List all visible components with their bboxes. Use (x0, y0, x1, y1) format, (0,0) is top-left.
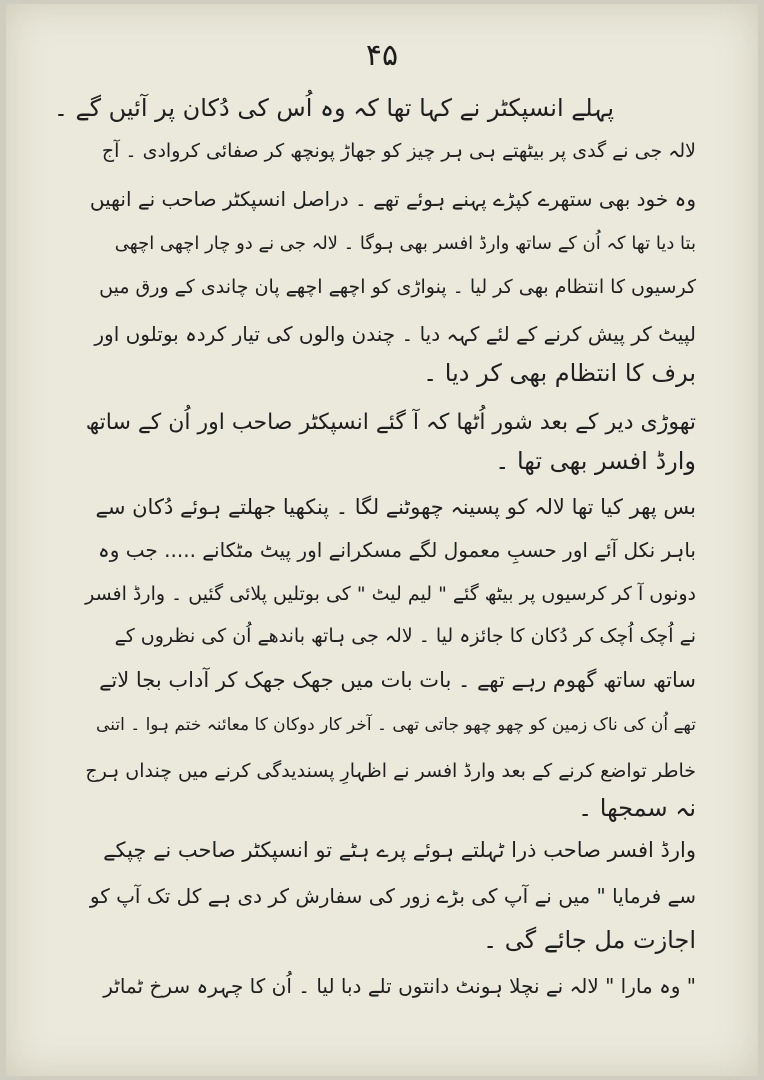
text-line-11: باہر نکل آئے اور حسبِ معمول لگے مسکرانے اور پیٹ مٹکانے ..... جب وہ (98, 538, 696, 562)
text-line-8: تھوڑی دیر کے بعد شور اُٹھا کہ آ گئے انسپکٹر صاحب اور اُن کے ساتھ (85, 410, 696, 435)
text-line-10: بس پھر کیا تھا لالہ کو پسینہ چھوٹنے لگا ۔ پنکھیا جھلتے ہوئے دُکان سے (95, 495, 696, 519)
text-line-15: تھے اُن کی ناک زمین کو چھو چھو جاتی تھی ۔ آخر کار دوکان کا معائنہ ختم ہوا ۔ اتنی (96, 715, 696, 735)
text-line-14: ساتھ ساتھ گھوم رہے تھے ۔ بات بات میں جھک جھک کر آداب بجا لاتے (99, 668, 696, 692)
page-number: ۴۵ (365, 38, 399, 73)
text-line-17: نہ سمجھا ۔ (578, 794, 696, 822)
text-line-13: نے اُچک اُچک کر دُکان کا جائزہ لیا ۔ لالہ جی ہاتھ باندھے اُن کی نظروں کے (114, 625, 696, 647)
text-line-9: وارڈ افسر بھی تھا ۔ (495, 447, 696, 475)
text-line-6: لپیٹ کر پیش کرنے کے لئے کہہ دیا ۔ چندن والوں کی تیار کردہ بوتلوں اور (94, 322, 696, 346)
text-line-19: سے فرمایا " میں نے آپ کی بڑے زور کی سفارش کر دی ہے کل تک آپ کو (89, 884, 696, 908)
text-line-4: بتا دیا تھا کہ اُن کے ساتھ وارڈ افسر بھی ہوگا ۔ لالہ جی نے دو چار اچھی اچھی (114, 233, 696, 254)
text-line-7: برف کا انتظام بھی کر دیا ۔ (423, 359, 696, 387)
text-line-20: اجازت مل جائے گی ۔ (483, 926, 696, 954)
text-line-12: دونوں آ کر کرسیوں پر بیٹھ گئے " لیم لیٹ " کی بوتلیں پلائی گئیں ۔ وارڈ افسر (85, 583, 696, 605)
text-line-5: کرسیوں کا انتظام بھی کر لیا ۔ پنواڑی کو اچھے اچھے پان چاندی کے ورق میں (99, 276, 696, 298)
text-line-21: " وہ مارا " لالہ نے نچلا ہونٹ دانتوں تلے دبا لیا ۔ اُن کا چہرہ سرخ ٹماٹر (103, 974, 696, 998)
text-line-18: وارڈ افسر صاحب ذرا ٹہلتے ہوئے پرے ہٹے تو انسپکٹر صاحب نے چپکے (103, 838, 696, 862)
text-line-3: وہ خود بھی ستھرے کپڑے پہنے ہوئے تھے ۔ دراصل انسپکٹر صاحب نے انھیں (89, 187, 696, 211)
text-line-16: خاطر تواضع کرنے کے بعد وارڈ افسر نے اظہارِ پسندیدگی کرنے میں چنداں ہرج (85, 760, 696, 782)
text-line-2: لالہ جی نے گدی پر بیٹھتے ہی ہر چیز کو جھاڑ پونچھ کر صفائی کروادی ۔ آج (101, 140, 696, 162)
text-line-1: پہلے انسپکٹر نے کہا تھا کہ وہ اُس کی دُکان پر آئیں گے ۔ (53, 94, 614, 122)
